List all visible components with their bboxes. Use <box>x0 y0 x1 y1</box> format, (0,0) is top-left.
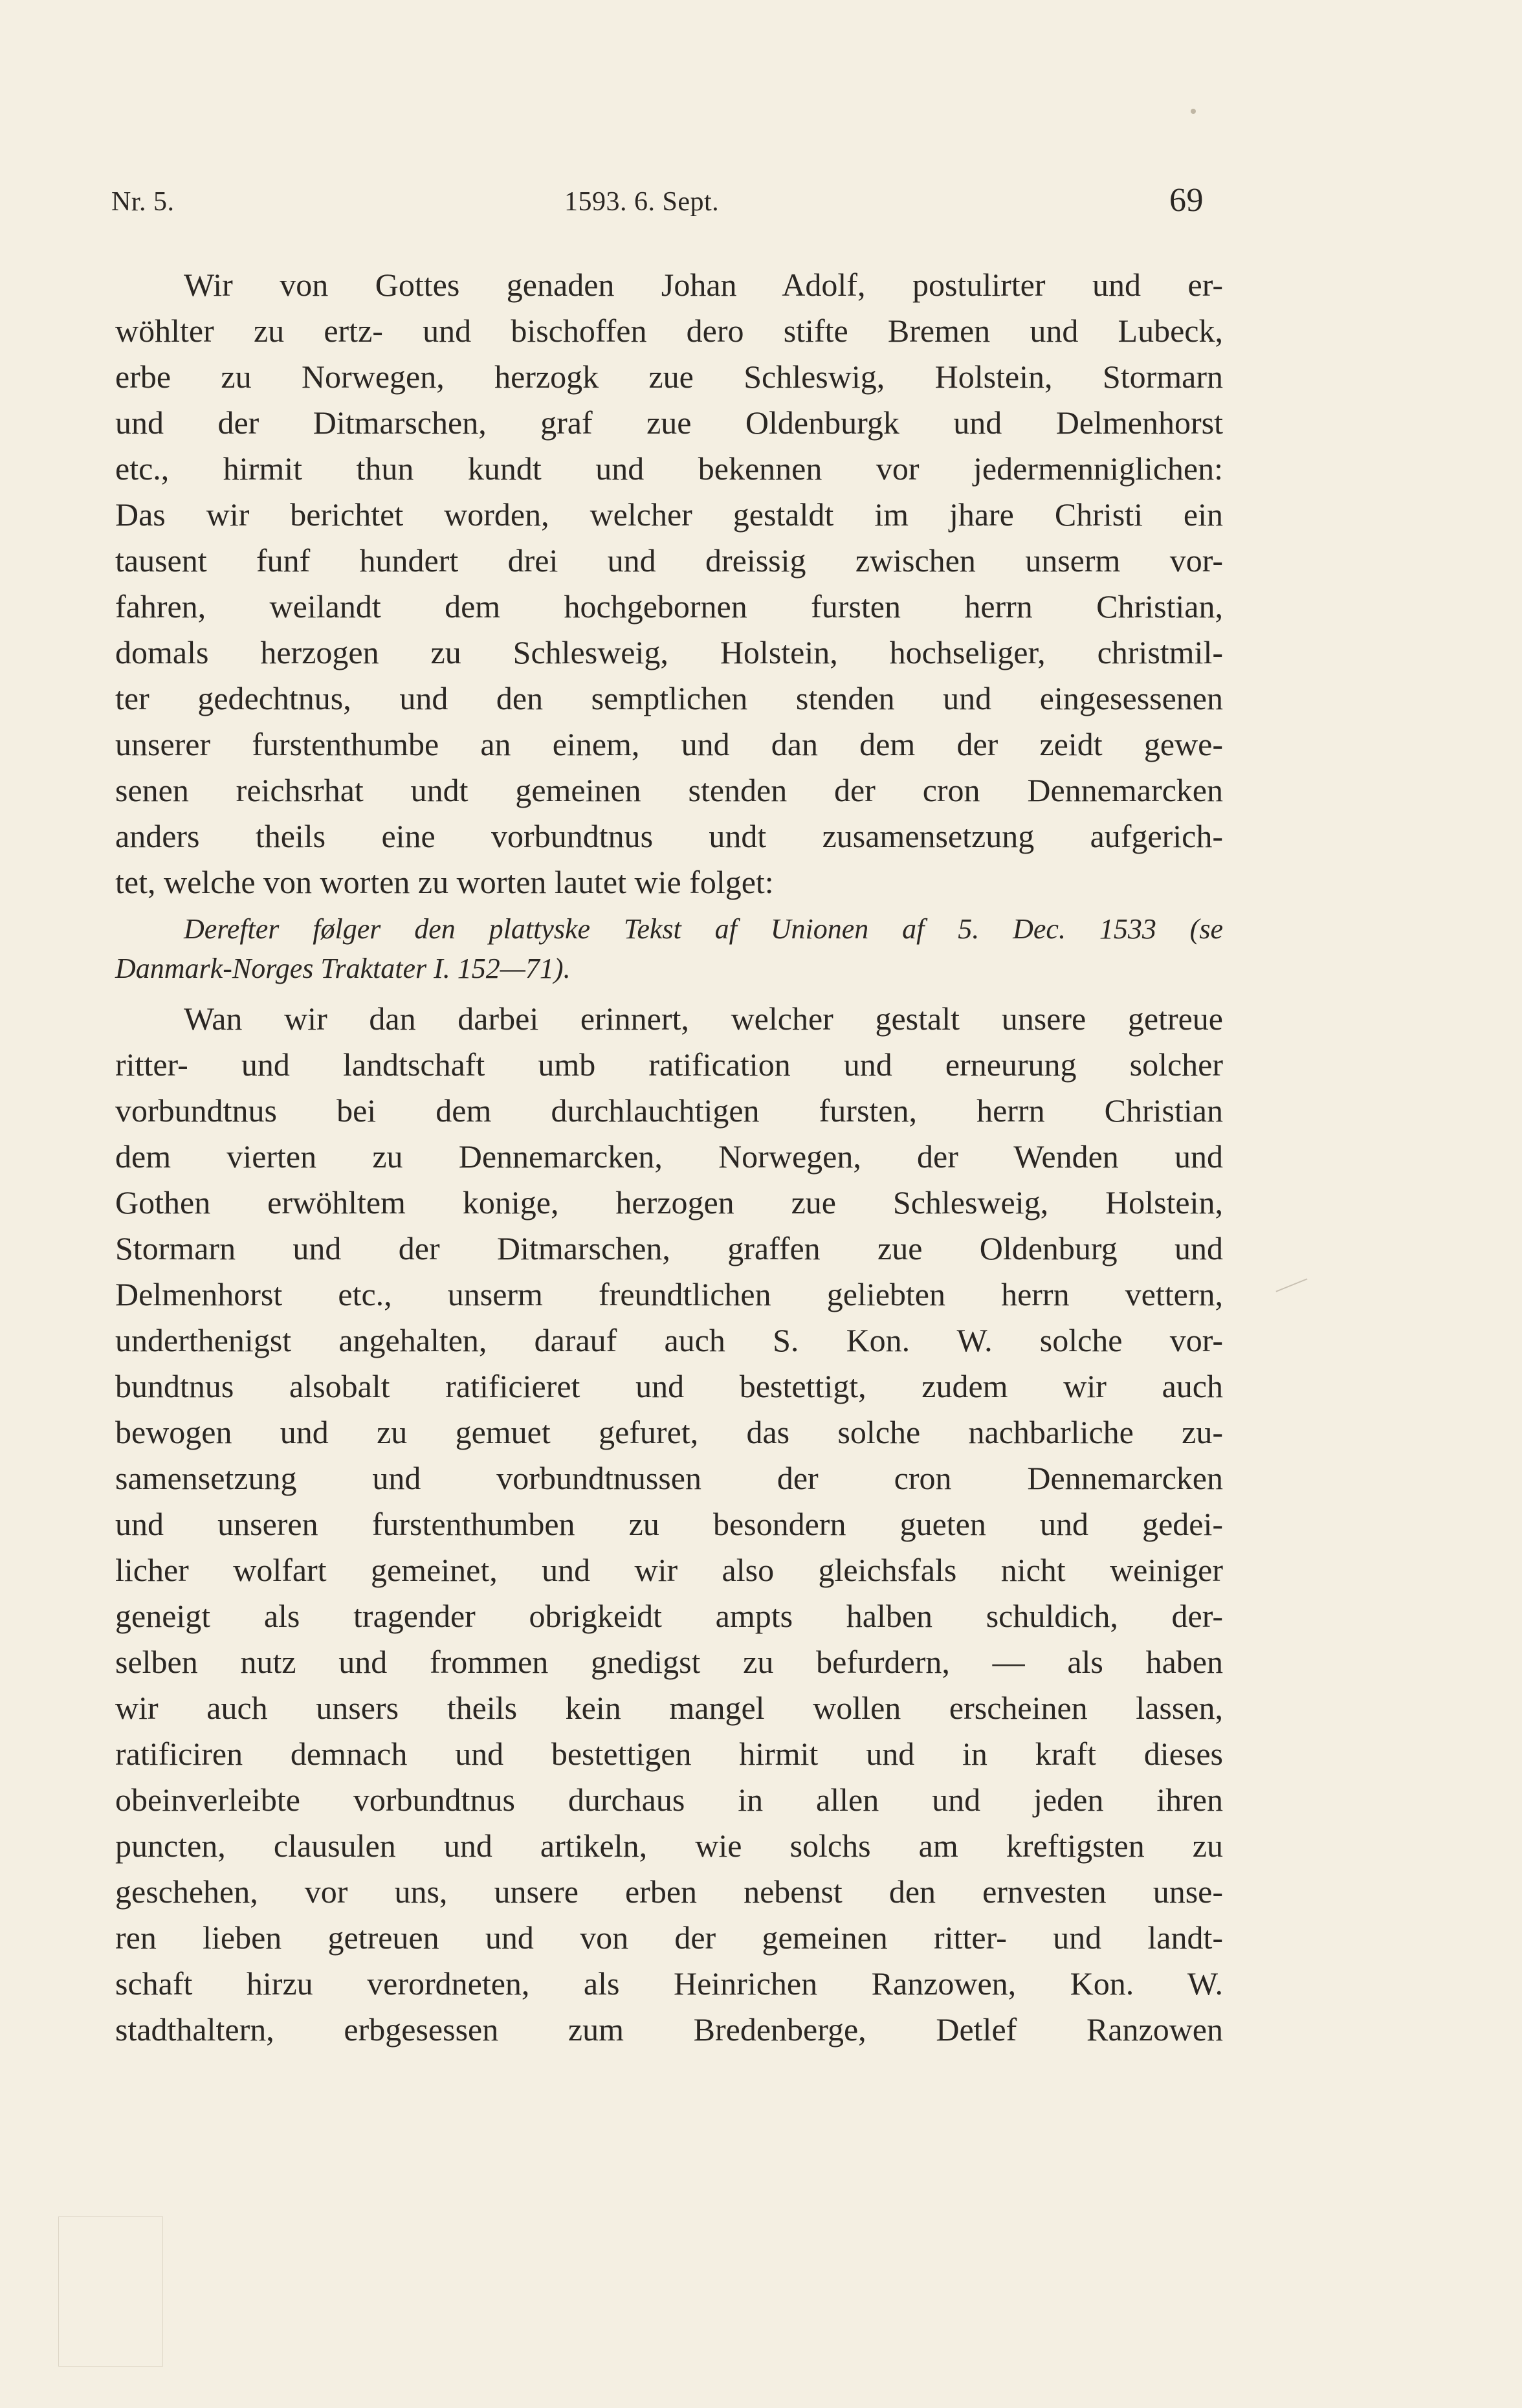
text-line: wöhlter zu ertz- und bischoffen dero stifte Bremen und Lubeck, <box>115 313 1223 349</box>
document-date: 1593. 6. Sept. <box>564 187 720 217</box>
text-line: selben nutz und frommen gnedigst zu befurdern, — als haben <box>115 1644 1223 1680</box>
text-line: ren lieben getreuen und von der gemeinen ritter- und landt- <box>115 1919 1223 1956</box>
body-text <box>115 262 1223 2053</box>
text-line: Delmenhorst etc., unserm freundtlichen geliebten herrn vettern, <box>115 1276 1223 1312</box>
text-line: puncten, clausulen und artikeln, wie solchs am kreftigsten zu <box>115 1828 1223 1864</box>
text-line: stadthaltern, erbgesessen zum Bredenberge, Detlef Ranzowen <box>115 2011 1223 2048</box>
paragraph-1 <box>115 262 1223 905</box>
text-line: Stormarn und der Ditmarschen, graffen zue Oldenburg und <box>115 1230 1223 1266</box>
page-number: 69 <box>1169 182 1204 219</box>
text-line: dem vierten zu Dennemarcken, Norwegen, der Wenden und <box>115 1138 1223 1175</box>
text-line: erbe zu Norwegen, herzogk zue Schleswig, Holstein, Stormarn <box>115 359 1223 395</box>
text-line: tet, welche von worten zu worten lautet wie folget: <box>115 864 774 900</box>
text-line: ritter- und landtschaft umb ratification und erneurung solcher <box>115 1046 1223 1083</box>
text-line: geneigt als tragender obrigkeidt ampts halben schuldich, der- <box>115 1598 1223 1634</box>
text-line: unserer furstenthumbe an einem, und dan dem der zeidt gewe- <box>115 726 1223 762</box>
margin-scratch <box>1276 1278 1308 1292</box>
text-line: und unseren furstenthumben zu besondern gueten und gedei- <box>115 1506 1223 1542</box>
text-line: Gothen erwöhltem konige, herzogen zue Schlesweig, Holstein, <box>115 1184 1223 1221</box>
text-line: anders theils eine vorbundtnus undt zusamensetzung aufgerich- <box>115 818 1223 854</box>
text-line: tausent funf hundert drei und dreissig zwischen unserm vor- <box>115 542 1223 579</box>
text-line: etc., hirmit thun kundt und bekennen vor jedermenniglichen: <box>115 450 1223 487</box>
text-line: geschehen, vor uns, unsere erben nebenst den ernvesten unse- <box>115 1873 1223 1910</box>
editorial-note <box>115 909 1223 988</box>
paper-corner-mark <box>58 2216 163 2367</box>
text-line: ratificiren demnach und bestettigen hirmit und in kraft dieses <box>115 1736 1223 1772</box>
text-line: senen reichsrhat undt gemeinen stenden der cron Dennemarcken <box>115 772 1223 808</box>
text-line: samensetzung und vorbundtnussen der cron Dennemarcken <box>115 1460 1223 1496</box>
text-line: underthenigst angehalten, darauf auch S. Kon. W. solche vor- <box>115 1322 1223 1358</box>
speck-mark <box>1191 109 1196 114</box>
text-line: fahren, weilandt dem hochgebornen fursten herrn Christian, <box>115 588 1223 624</box>
text-line: ter gedechtnus, und den semptlichen stenden und eingesessenen <box>115 680 1223 716</box>
paragraph-2 <box>115 996 1223 2053</box>
text-line: bundtnus alsobalt ratificieret und bestettigt, zudem wir auch <box>115 1368 1223 1404</box>
text-line: obeinverleibte vorbundtnus durchaus in allen und jeden ihren <box>115 1782 1223 1818</box>
note-line: Danmark-Norges Traktater I. 152—71). <box>115 953 571 984</box>
running-header <box>111 181 1211 220</box>
text-line: vorbundtnus bei dem durchlauchtigen fursten, herrn Christian <box>115 1092 1223 1129</box>
document-number: Nr. 5. <box>111 187 175 217</box>
text-line: Das wir berichtet worden, welcher gestaldt im jhare Christi ein <box>115 496 1223 533</box>
note-line: Derefter følger den plattyske Tekst af Unionen af 5. Dec. 1533 (se <box>184 913 1223 945</box>
text-line: Wir von Gottes genaden Johan Adolf, postulirter und er- <box>184 267 1223 303</box>
text-line: licher wolfart gemeinet, und wir also gleichsfals nicht weiniger <box>115 1552 1223 1588</box>
text-line: wir auch unsers theils kein mangel wollen erscheinen lassen, <box>115 1690 1223 1726</box>
text-line: schaft hirzu verordneten, als Heinrichen Ranzowen, Kon. W. <box>115 1965 1223 2002</box>
text-line: domals herzogen zu Schlesweig, Holstein, hochseliger, christmil- <box>115 634 1223 670</box>
text-line: und der Ditmarschen, graf zue Oldenburgk und Delmenhorst <box>115 404 1223 441</box>
text-line: Wan wir dan darbei erinnert, welcher gestalt unsere getreue <box>184 1000 1223 1037</box>
text-line: bewogen und zu gemuet gefuret, das solche nachbarliche zu- <box>115 1414 1223 1450</box>
